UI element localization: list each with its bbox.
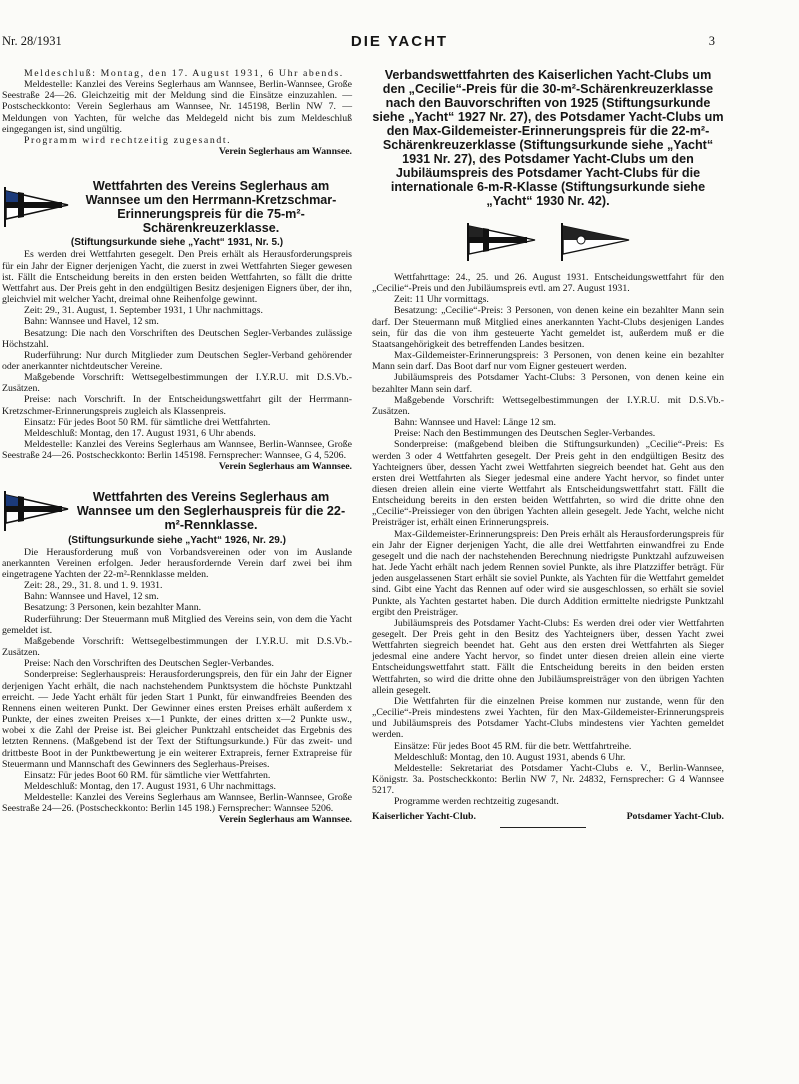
paragraph: Es werden drei Wettfahrten gesegelt. Den Preis erhält als Herausforderungspreis für ein Jahr der Eigner derjenigen Yacht, die zuerst in zwei Wettfahrten Sieger gewesen ist. Fällt die Entscheidung bereits in den ersten beiden Wettfahrten, so fällt die dritte Wettfahrt aus. Der Preis geht in den endgültigen Besitz desjenigen Eigners über, der ihn, gleichviel mit welcher Yacht, dreimal ohne Reihenfolge gewinnt.: [2, 249, 352, 306]
paragraph: Meldestelle: Kanzlei des Vereins Seglerhaus am Wannsee, Berlin-Wannsee, Große Seestraße 24—26. (Postscheckkonto: Berlin 145 198.) Fernsprecher: Wannsee 5206.: [2, 792, 352, 815]
signature-right: Potsdamer Yacht-Club.: [626, 810, 724, 822]
paragraph: Max-Gildemeister-Erinnerungspreis: 3 Personen, von denen keine ein bezahlter Mann sein darf. Das Boot darf nur vom Eigner gesteuert werden.: [372, 350, 724, 373]
paragraph: Jubiläumspreis des Potsdamer Yacht-Clubs: 3 Personen, von denen keine ein bezahlter Mann sein darf.: [372, 372, 724, 395]
paragraph: Programm wird rechtzeitig zugesandt.: [24, 134, 232, 146]
paragraph: Die Wettfahrten für die einzelnen Preise kommen nur zustande, wenn für den „Cecilie“-Preis mindestens zwei Yachten, für den Max-Gildemeister-Erinnerungspreis und Jubiläumspreis des Potsdamer Yacht-Clubs mindestens vier Yachten gemeldet werden.: [372, 695, 724, 741]
paragraph: Zeit: 29., 31. August, 1. September 1931, 1 Uhr nachmittags.: [24, 305, 263, 317]
paragraph: Ruderführung: Nur durch Mitglieder zum Deutschen Segler-Verband gehörender oder anerkannter nichtdeutscher Vereine.: [2, 349, 352, 372]
paragraph: Besatzung: 3 Personen, kein bezahlter Mann.: [24, 602, 202, 614]
left-column: [2, 68, 352, 826]
paragraph: Sonderpreise: (maßgebend bleiben die Stiftungsurkunden) „Cecilie“-Preis: Es werden 3 oder 4 Wettfahrten gesegelt. Der Preis geht in den endgültigen Besitz des Yachteigners über, dessen Yacht zwei Wettfahrten siegreich beendet hat. Geht aus den ersten drei Wettfahrten als Sieger jedesmal eine andere Yacht hervor, so findet unter diesen dreien allein eine vierte Wettfahrt als Entscheidungswettfahrt statt. Fällt die Entscheidung bereits in den ersten beiden Wettfahrten, so wird die dritte ohne den „Cecilie“-Preissieger von den übrigen Yachten allein gesegelt. Jede Yacht, welche nicht Preisträger ist, erhält einen Erinnerungspreis.: [372, 439, 724, 529]
paragraph: Bahn: Wannsee und Havel, 12 sm.: [24, 591, 159, 603]
paragraph: Meldestelle: Sekretariat des Potsdamer Yacht-Clubs e. V., Berlin-Wannsee, Königstr. 3a. Postscheckkonto: Berlin NW 7, Nr. 24832, Fernsprecher: G 4 Wannsee 5217.: [372, 762, 724, 797]
section-heading: [2, 489, 352, 533]
potsdam-club-flag-icon: [559, 222, 631, 262]
paragraph: Besatzung: „Cecilie“-Preis: 3 Personen, von denen keine ein bezahlter Mann sein darf. Der Steuermann muß Mitglied eines anerkannten Yacht-Clubs desjenigen Landes sein, für das die von ihm gesteuerte Yacht gemeldet ist, außerdem muß er die Staatsangehörigkeit des betreffenden Landes besitzen.: [372, 305, 724, 350]
paragraph: Preise: nach Vorschrift. In der Entscheidungswettfahrt gilt der Herrmann-Kretzschmer-Erinnerungspreis zugleich als Klassenpreis.: [2, 394, 352, 417]
paragraph: Preise: Nach den Vorschriften des Deutschen Segler-Verbandes.: [24, 658, 275, 670]
paragraph: Max-Gildemeister-Erinnerungspreis: Den Preis erhält als Herausforderungspreis für ein Jahr der Eigner derjenigen Yacht, die alle drei Wettfahrten einwandfrei zu Ende gesegelt und die nach der nachstehenden Berechnung niedrigste Punktzahl aufzuweisen hat. Jede Yacht erhält nach jedem Rennen soviel Punkte, als ihre Platzziffer beträgt. Für jeden ausgelassenen Start erhält sie soviel Punkte, als Yachten für die Wettfahrt gemeldet sind. Gibt eine Yacht das Rennen auf oder wird sie ausgeschlossen, so erhält sie soviel Punkte, als Yachten gestartet haben. Die durch Addition ermittelte niedrigste Punktzahl ergibt den Preisträger.: [372, 528, 724, 618]
paragraph: Maßgebende Vorschrift: Wettsegelbestimmungen der I.Y.R.U. mit D.S.Vb.-Zusätzen.: [2, 635, 352, 659]
page-number: 3: [708, 34, 715, 48]
signature: Verein Seglerhaus am Wannsee.: [218, 146, 352, 158]
paragraph: Einsatz: Für jedes Boot 60 RM. für sämtliche vier Wettfahrten.: [24, 769, 271, 781]
paragraph: Meldeschluß: Montag, den 17. August 1931, 6 Uhr abends.: [24, 427, 256, 439]
paragraph: Einsatz: Für jedes Boot 50 RM. für sämtliche drei Wettfahrten.: [24, 416, 271, 428]
paragraph: Preise: Nach den Bestimmungen des Deutschen Segler-Verbandes.: [394, 428, 656, 440]
imperial-club-flag-icon: [465, 222, 537, 262]
section-title: Wettfahrten des Vereins Seglerhaus am Wannsee um den Herrmann-Kretzschmar-Erinnerungspreis für die 75-m²-Schärenkreuzerklasse.: [85, 179, 337, 236]
section-title: Wettfahrten des Vereins Seglerhaus am Wannsee um den Seglerhauspreis für die 22-m²-Rennklasse.: [76, 489, 346, 532]
signature: Verein Seglerhaus am Wannsee.: [218, 814, 352, 826]
paragraph: Besatzung: Die nach den Vorschriften des Deutschen Segler-Verbandes zulässige Höchstzahl.: [2, 327, 352, 350]
issue-number: Nr. 28/1931: [2, 34, 62, 48]
paragraph: Meldeschluß: Montag, den 17. August 1931, 6 Uhr nachmittags.: [24, 780, 276, 792]
paragraph: Wettfahrttage: 24., 25. und 26. August 1931. Entscheidungswettfahrt für den „Cecilie“-Preis und den Jubiläumspreis evtl. am 27. August 1931.: [372, 272, 724, 295]
section-heading: [2, 179, 352, 235]
section-subtitle: (Stiftungsurkunde siehe „Yacht“ 1926, Nr. 29.): [68, 534, 286, 546]
paragraph: Sonderpreise: Seglerhauspreis: Herausforderungspreis, den für ein Jahr der Eigner derjenigen Yacht erhält, die nach nachstehendem Punktsystem die höchste Punktzahl erreicht. — Jede Yacht erhält für jeden Start 1 Punkt, für einwandfreies Beenden des Rennens einen weiteren Punkt. Der Gewinner eines ersten Preises erhält außerdem x Punkte, der eines zweiten Preises x—1 Punkte, der eines dritten x—2 Punkte usw., wobei x die Zahl der Preise ist. Bei gleicher Punktzahl entscheidet das Ergebnis des letzten Rennens. (Maßgebend ist der Text der Stiftungsurkunde.) Für das zweit- und drittbeste Boot in der Punktbewertung je ein weiterer Extrapreis, ferner Extrapreise für Steuermann und Mannschaft des Gewinners des Seglerhaus-Preises.: [2, 669, 352, 770]
paragraph: Meldeschluß: Montag, den 17. August 1931, 6 Uhr abends.: [24, 68, 344, 79]
club-flags: [372, 222, 724, 262]
paragraph: Zeit: 28., 29., 31. 8. und 1. 9. 1931.: [24, 580, 163, 592]
signature-left: Kaiserlicher Yacht-Club.: [372, 810, 476, 822]
signatures: [372, 811, 724, 822]
paragraph: Jubiläumspreis des Potsdamer Yacht-Clubs: Es werden drei oder vier Wettfahrten gesegelt. Der Preis geht in den Besitz des Yachteigners über, dessen Yacht zwei Wettfahrten siegreich beendet hat. Geht aus den ersten drei Wettfahrten als Sieger jedesmal eine andere Yacht hervor, so findet unter diesen dreien allein eine vierte Entscheidungswettfahrt statt. Fällt die Entscheidung bereits in den beiden ersten Wettfahrten, so wird die dritte ohne den Jubiläumspreisträger von den übrigen Yachten allein gesegelt.: [372, 617, 724, 696]
paragraph: Meldestelle: Kanzlei des Vereins Seglerhaus am Wannsee, Berlin-Wannsee, Große Seestraße 24—26. Gleichzeitig mit der Meldung sind die Einsätze einzuzahlen. — Postscheckkonto: Verein Seglerhaus am Wannsee, Nr. 145198, Berlin NW 7. — Meldungen von Yachten, für welche das Meldegeld nicht bis zum Meldeschluß eingegangen ist, sind ungültig.: [2, 79, 352, 135]
paragraph: Zeit: 11 Uhr vormittags.: [394, 294, 489, 306]
club-burgee-icon: [2, 185, 70, 229]
club-burgee-icon: [2, 489, 70, 533]
separator-rule: [500, 827, 586, 828]
paragraph: Meldeschluß: Montag, den 10. August 1931, abends 6 Uhr.: [394, 751, 626, 763]
paragraph: Meldestelle: Kanzlei des Vereins Seglerhaus am Wannsee, Berlin-Wannsee, Große Seestraße 24—26. Postscheckkonto: Berlin 145198. Fernsprecher: Wannsee, G 4, 5206.: [2, 439, 352, 462]
journal-title: DIE YACHT: [350, 33, 449, 50]
paragraph: Die Herausforderung muß von Vorbandsvereinen oder von im Auslande anerkannten Vereinen erfolgen. Jeder herausfordernde Verein darf zwei bei ihm eingetragene Yachten der 22-m²-Rennklasse melden.: [2, 546, 352, 580]
paragraph: Maßgebende Vorschrift: Wettsegelbestimmungen der I.Y.R.U. mit D.S.Vb.-Zusätzen.: [372, 394, 724, 417]
paragraph: Bahn: Wannsee und Havel, 12 sm.: [24, 316, 159, 328]
section-subtitle: (Stiftungsurkunde siehe „Yacht“ 1931, Nr. 5.): [70, 237, 284, 249]
right-column: [372, 68, 724, 832]
paragraph: Einsätze: Für jedes Boot 45 RM. für die betr. Wettfahrtreihe.: [394, 740, 632, 752]
paragraph: Bahn: Wannsee und Havel: Länge 12 sm.: [394, 417, 557, 429]
signature: Verein Seglerhaus am Wannsee.: [218, 461, 352, 473]
paragraph: Ruderführung: Der Steuermann muß Mitglied des Vereins sein, von dem die Yacht gemeldet ist.: [2, 613, 352, 636]
paragraph: Programme werden rechtzeitig zugesandt.: [394, 796, 559, 808]
section-title: Verbandswettfahrten des Kaiserlichen Yacht-Clubs um den „Cecilie“-Preis für die 30-m²-Schärenkreuzerklasse nach den Bauvorschriften von 1925 (Stiftungsurkunde siehe „Yacht“ 1927 Nr. 27), des Potsdamer Yacht-Clubs um den Max-Gildemeister-Erinnerungspreis für die 22-m²-Schärenkreuzerklasse (Stiftungsurkunde siehe „Yacht“ 1931 Nr. 27), des Potsdamer Yacht-Clubs um den Jubiläumspreis des Potsdamer Yacht-Clubs für die internationale 6-m-R-Klasse (Stiftungsurkunde siehe „Yacht“ 1930 Nr. 42).: [372, 68, 724, 208]
paragraph: Maßgebende Vorschrift: Wettsegelbestimmungen der I.Y.R.U. mit D.S.Vb.-Zusätzen.: [2, 372, 352, 395]
